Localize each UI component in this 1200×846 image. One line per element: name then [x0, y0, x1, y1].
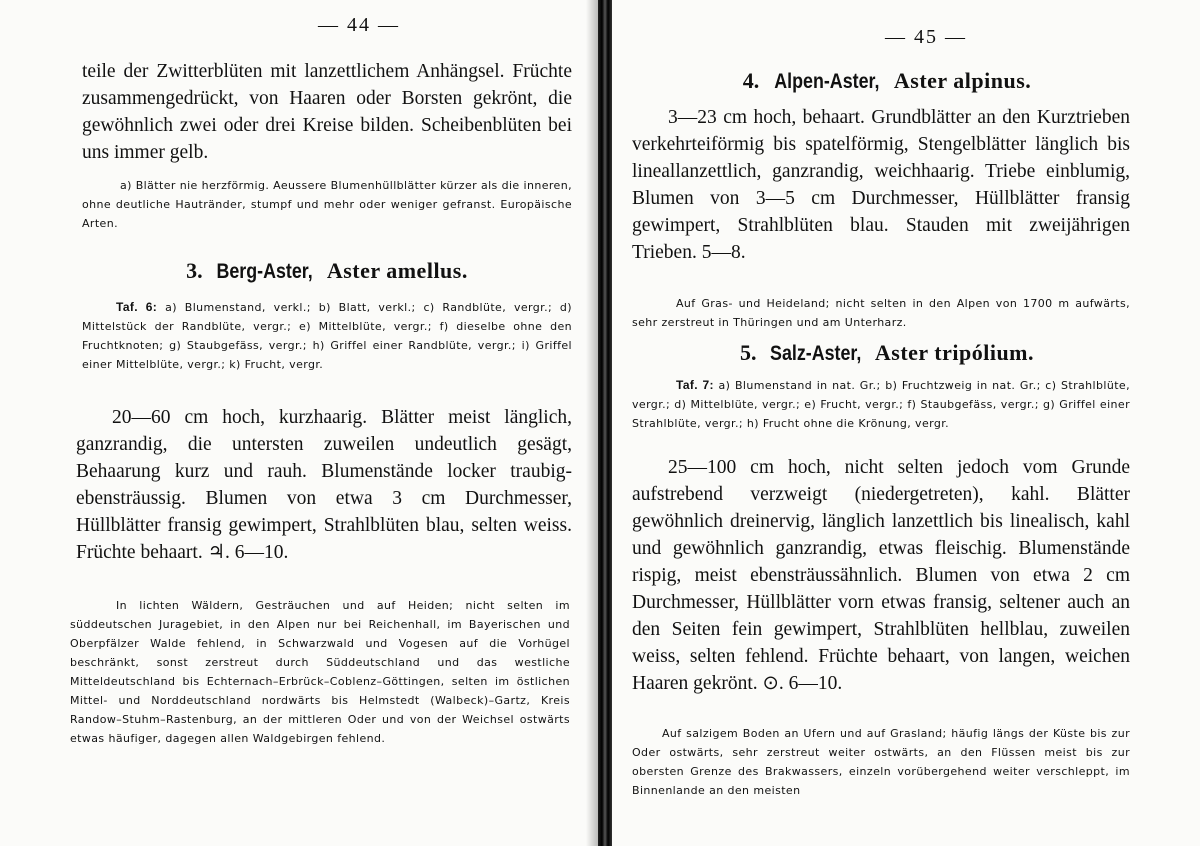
- species-latin-name: Aster amellus.: [326, 258, 468, 283]
- taf-text: a) Blumenstand, verkl.; b) Blatt, verkl.; c) Randblüte, vergr.; d) Mittelstück der Randblüte, vergr.; e) Mittelblüte, vergr.; f) dieselbe ohne den Fruchtknoten; g) Staubgefäss, vergr.; h) Griffel einer Randblüte, vergr.; i) Griffel einer Mittelblüte, vergr.; k) Frucht, vergr.: [82, 301, 572, 371]
- page-number-left: — 44 —: [318, 14, 400, 36]
- species-habitat: In lichten Wäldern, Gesträuchen und auf Heiden; nicht selten im süddeutschen Juragebiet, in den Alpen nur bei Reichenhall, im Bayerischen und Oberpfälzer Walde fehlend, in Schwarzwald und Vogesen auf die Vorhügel beschränkt, sonst zerstreut durch Süddeutschland und das westliche Mitteldeutschland bis Echternach–Erbrück–Coblenz–Göttingen, selten im östlichen Mittel- und Norddeutschland nordwärts bis Helmstedt (Walbeck)–Gartz, Kreis Randow–Stuhm–Rastenburg, an der mittleren Oder und von der Weichsel ostwärts etwas häufiger, dagegen allen Waldgebirgen fehlend.: [70, 599, 570, 745]
- species-german-name: Berg-Aster,: [216, 260, 313, 283]
- right-page: [612, 0, 1200, 846]
- species-german-name: Salz-Aster,: [770, 342, 862, 365]
- taf-text: a) Blumenstand in nat. Gr.; b) Fruchtzweig in nat. Gr.; c) Strahlblüte, vergr.; d) Mittelblüte, vergr.; e) Frucht, vergr.; f) Staubgefäss, vergr.; g) Griffel einer Strahlblüte, vergr.; h) Frucht ohne die Krönung, vergr.: [632, 379, 1130, 430]
- species-german-name: Alpen-Aster,: [773, 70, 880, 93]
- page-number-right: — 45 —: [885, 26, 967, 48]
- taf-description: [632, 376, 1130, 433]
- species-number: 3.: [186, 258, 203, 283]
- species-number: 5.: [739, 340, 757, 365]
- species-latin-name: Aster alpinus.: [893, 68, 1032, 93]
- species-number: 4.: [742, 68, 760, 93]
- key-note: a) Blätter nie herzförmig. Aeussere Blumenhüllblätter kürzer als die inneren, ohne deutliche Hautränder, stumpf und mehr oder weniger gefranst. Europäische Arten.: [82, 179, 572, 230]
- species-habitat: Auf Gras- und Heideland; nicht selten in den Alpen von 1700 m aufwärts, sehr zerstreut in Thüringen und am Unterharz.: [632, 297, 1130, 329]
- species-habitat: Auf salzigem Boden an Ufern und auf Grasland; häufig längs der Küste bis zur Oder ostwärts, sehr zerstreut weiter ostwärts, an den Flüssen meist bis zur obersten Grenze des Brakwassers, einzeln vorübergehend weiter verschleppt, im Binnenlande an den meisten: [632, 727, 1130, 797]
- species-latin-name: Aster tripólium.: [874, 340, 1035, 365]
- species-heading-berg-aster: [82, 258, 572, 284]
- species-description: 20—60 cm hoch, kurzhaarig. Blätter meist länglich, ganzrandig, die untersten zuweilen undeutlich gesägt, Behaarung kurz und rauh. Blumenstände locker traubig-ebensträussig. Blumen von etwa 3 cm Durchmesser, Hüllblätter fransig gewimpert, Strahlblüten blau, selten weiss. Früchte behaart. ♃. 6—10.: [76, 407, 572, 563]
- book-gutter: [598, 0, 612, 846]
- species-description: 25—100 cm hoch, nicht selten jedoch vom Grunde aufstrebend verzweigt (niedergetreten), kahl. Blätter gewöhnlich dreinervig, länglich lanzettlich bis linealisch, kahl und gewöhnlich ganzrandig, etwas fleischig. Blumenstände rispig, meist ebensträussähnlich. Blumen von etwa 2 cm Durchmesser, Hüllblätter vorn etwas fransig, seltener auch an den Seiten fein gewimpert, Strahlblüten hellblau, zuweilen weiss, selten fehlend. Früchte behaart, von langen, weichen Haaren gekrönt. ⊙. 6—10.: [632, 457, 1130, 694]
- taf-description: [82, 298, 572, 374]
- species-heading-salz-aster: [632, 340, 1142, 366]
- left-page: [0, 0, 598, 846]
- page-edge-shadow: [586, 0, 598, 846]
- species-heading-alpen-aster: [632, 68, 1142, 94]
- taf-label: Taf. 6:: [116, 300, 158, 314]
- species-description: 3—23 cm hoch, behaart. Grundblätter an den Kurztrieben verkehrteiförmig bis spatelförmig, Stengelblätter länglich bis lineallanzettlich, ganzrandig, weichhaarig. Triebe einblumig, Blumen von 3—5 cm Durchmesser, Hüllblätter fransig gewimpert, Strahlblüten blau. Stauden mit zweijährigen Trieben. 5—8.: [632, 107, 1130, 263]
- intro-paragraph: teile der Zwitterblüten mit lanzettlichem Anhängsel. Früchte zusammengedrückt, von Haaren oder Borsten gekrönt, die gewöhnlich zwei oder drei Kreise bilden. Scheibenblüten bei uns immer gelb.: [82, 61, 572, 163]
- taf-label: Taf. 7:: [676, 378, 714, 392]
